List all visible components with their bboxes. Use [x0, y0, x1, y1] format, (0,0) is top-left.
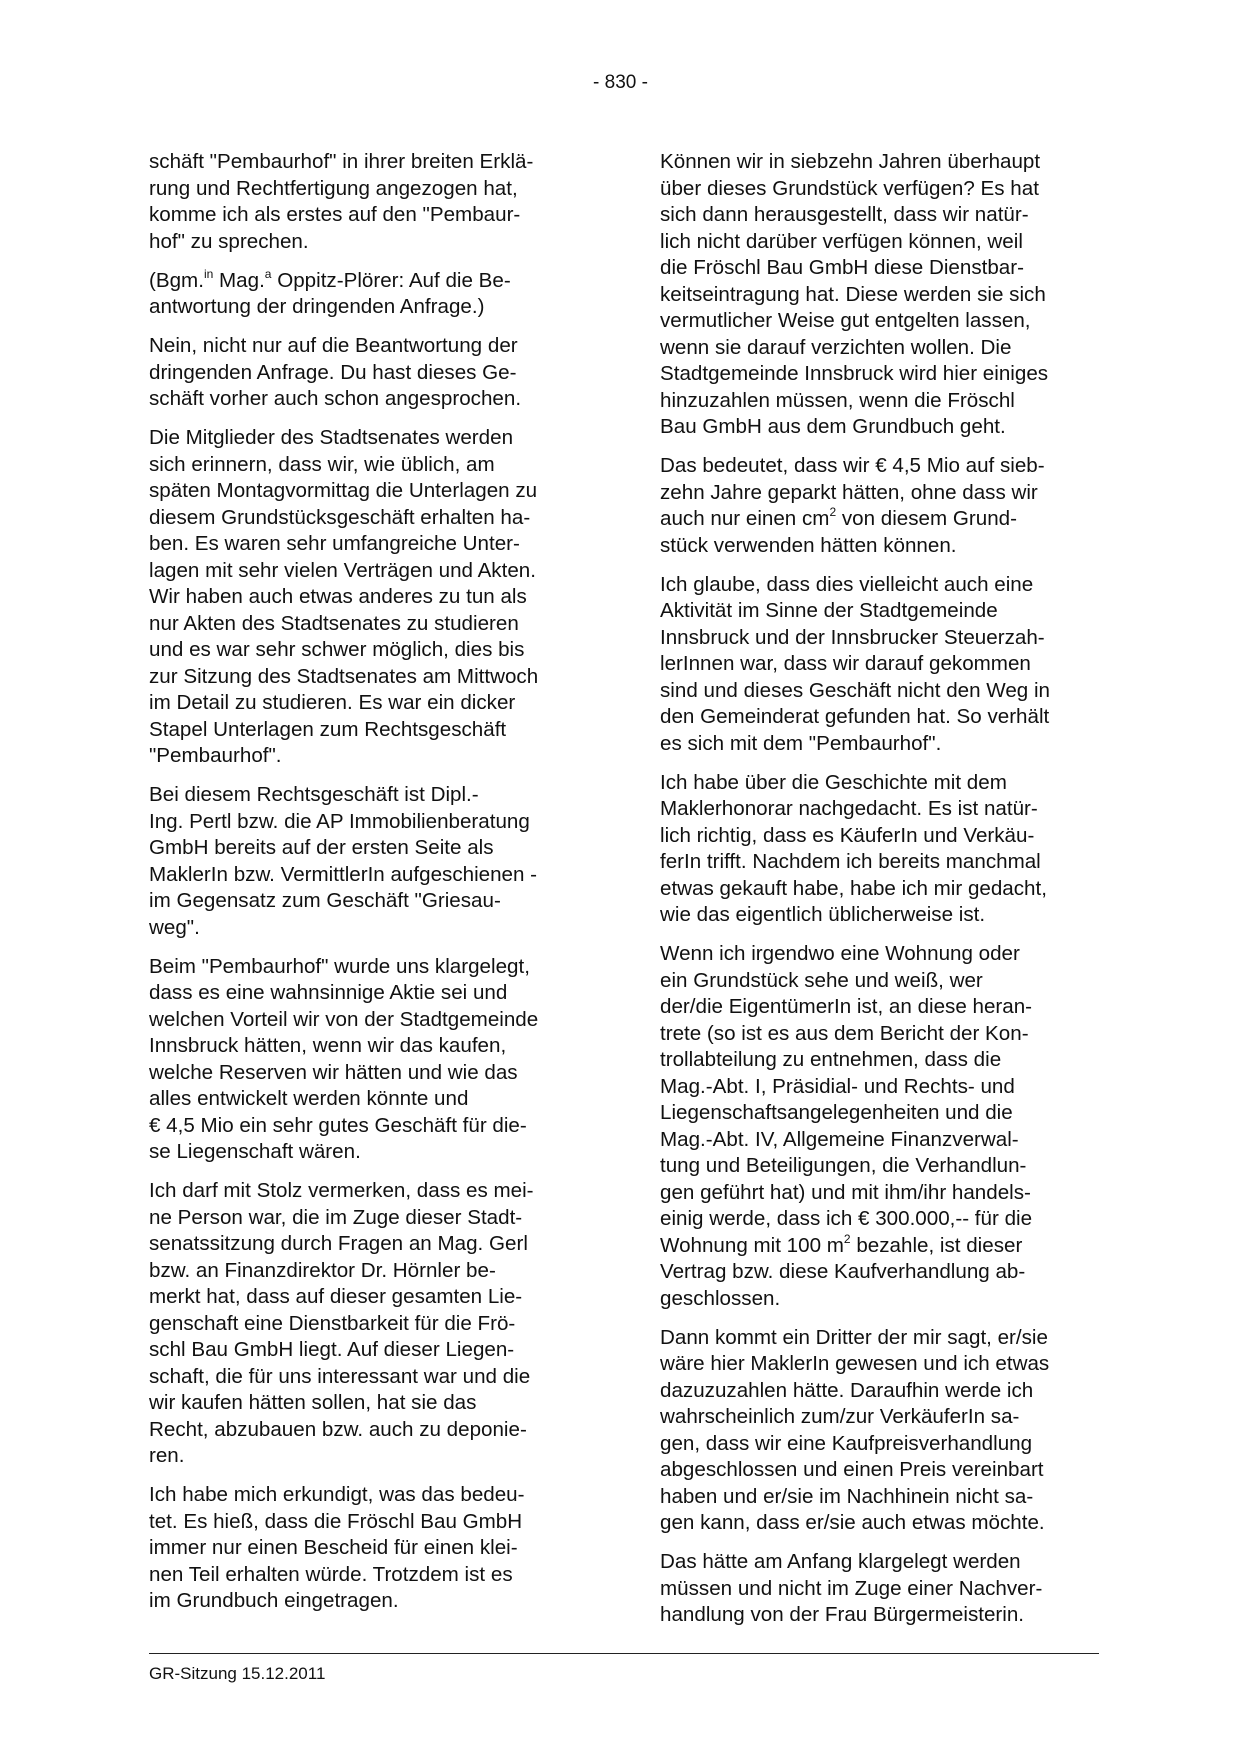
text-line: gen kann, dass er/sie auch etwas möchte.	[660, 1511, 1045, 1534]
text-line: Bei diesem Rechtsgeschäft ist Dipl.-	[149, 783, 479, 806]
text-line: im Grundbuch eingetragen.	[149, 1589, 399, 1612]
text-line: Wohnung mit 100 $m^2$ bezahle, ist dieser	[660, 1231, 1023, 1257]
paragraph	[660, 149, 1100, 441]
text-line: Mag.-Abt. IV, Allgemeine Finanzverwal-	[660, 1127, 1019, 1151]
text-line: rung und Rechtfertigung angezogen hat,	[149, 176, 518, 200]
text-line: gen, dass wir eine Kaufpreisverhandlung	[660, 1431, 1033, 1455]
text-line: Wir haben auch etwas anderes zu tun als	[149, 585, 527, 608]
text-line: nur Akten des Stadtsenates zu studieren	[149, 611, 519, 635]
text-line: sich dann herausgestellt, dass wir natür-	[660, 203, 1029, 226]
paragraph	[149, 333, 589, 413]
paragraph	[149, 268, 589, 321]
paragraph	[660, 1325, 1100, 1537]
text-line: Innsbruck und der Innsbrucker Steuerzah-	[660, 625, 1045, 649]
left-column	[149, 149, 589, 1627]
text-line: stück verwenden hätten können.	[660, 533, 957, 557]
text-line: sind und dieses Geschäft nicht den Weg in	[660, 678, 1050, 702]
text-line: über dieses Grundstück verfügen? Es hat	[660, 176, 1039, 200]
text-line: Dann kommt ein Dritter der mir sagt, er/sie	[660, 1325, 1048, 1349]
text-line: weg".	[149, 915, 200, 939]
text-line: welchen Vorteil wir von der Stadtgemeinde	[149, 1007, 539, 1031]
text-line: Die Mitglieder des Stadtsenates werden	[149, 426, 514, 449]
text-line: Ing. Pertl bzw. die AP Immobilienberatung	[149, 809, 530, 833]
text-line: Maklerhonorar nachgedacht. Es ist natür-	[660, 797, 1038, 820]
text-line: wie das eigentlich üblicherweise ist.	[660, 903, 986, 926]
text-line: bzw. an Finanzdirektor Dr. Hörnler be-	[149, 1258, 496, 1282]
page-number: - 830 -	[593, 72, 648, 93]
text-line: die Fröschl Bau GmbH diese Dienstbar-	[660, 256, 1024, 279]
text-line: € 4,5 Mio ein sehr gutes Geschäft für die-	[149, 1113, 527, 1137]
text-line: antwortung der dringenden Anfrage.)	[149, 295, 485, 318]
paragraph	[149, 149, 589, 255]
right-column	[660, 149, 1100, 1641]
text-line: komme ich als erstes auf den "Pembaur-	[149, 203, 521, 226]
text-line: Das hätte am Anfang klargelegt werden	[660, 1550, 1021, 1573]
text-line: im Detail zu studieren. Es war ein dicker	[149, 691, 516, 714]
text-line: den Gemeinderat gefunden hat. So verhält	[660, 705, 1050, 728]
paragraph	[149, 782, 589, 941]
text-line: genschaft eine Dienstbarkeit für die Frö-	[149, 1311, 516, 1335]
text-line: und es war sehr schwer möglich, dies bis	[149, 638, 525, 661]
text-line: späten Montagvormittag die Unterlagen zu	[149, 479, 538, 502]
paragraph	[660, 1549, 1100, 1629]
text-line: Ich glaube, dass dies vielleicht auch eine	[660, 572, 1034, 596]
text-line: vermutlicher Weise gut entgelten lassen,	[660, 309, 1031, 332]
text-line: hinzuzahlen müssen, wenn die Fröschl	[660, 388, 1015, 412]
text-line: der/die EigentümerIn ist, an diese heran-	[660, 995, 1033, 1018]
text-line: wenn sie darauf verzichten wollen. Die	[660, 335, 1012, 359]
text-line: GmbH bereits auf der ersten Seite als	[149, 836, 494, 859]
text-line: Recht, abzubauen bzw. auch zu deponie-	[149, 1417, 527, 1441]
text-line: lagen mit sehr vielen Verträgen und Akten.	[149, 558, 536, 582]
text-line: Ich darf mit Stolz vermerken, dass es mei-	[149, 1179, 534, 1202]
text-line: einig werde, dass ich € 300.000,-- für die	[660, 1207, 1033, 1230]
text-line: schäft "Pembaurhof" in ihrer breiten Erklä-	[149, 150, 534, 173]
text-line: lich richtig, dass es KäuferIn und Verkäu-	[660, 823, 1035, 847]
text-line: Aktivität im Sinne der Stadtgemeinde	[660, 599, 998, 622]
footer-divider	[149, 1653, 1099, 1654]
text-line: sich erinnern, dass wir, wie üblich, am	[149, 452, 495, 476]
text-line: ren.	[149, 1444, 185, 1467]
paragraph	[149, 1482, 589, 1615]
text-line: müssen und nicht im Zuge einer Nachver-	[660, 1576, 1043, 1600]
text-line: gen geführt hat) und mit ihm/ihr handels-	[660, 1180, 1031, 1204]
text-line: ein Grundstück sehe und weiß, wer	[660, 968, 983, 992]
text-line: lerInnen war, dass wir darauf gekommen	[660, 652, 1031, 675]
text-line: Das bedeutet, dass wir € 4,5 Mio auf sieb-	[660, 454, 1045, 477]
paragraph	[660, 770, 1100, 929]
paragraph	[660, 572, 1100, 758]
text-line: Beim "Pembaurhof" wurde uns klargelegt,	[149, 954, 530, 978]
text-line: Nein, nicht nur auf die Beantwortung der	[149, 334, 518, 357]
text-line: tet. Es hieß, dass die Fröschl Bau GmbH	[149, 1509, 523, 1533]
text-line: auch nur einen $cm^2$ von diesem Grund-	[660, 505, 1017, 530]
text-line: Bau GmbH aus dem Grundbuch geht.	[660, 415, 1006, 438]
text-line: Vertrag bzw. diese Kaufverhandlung ab-	[660, 1260, 1026, 1283]
text-line: ne Person war, die im Zuge dieser Stadt-	[149, 1205, 523, 1229]
text-line: trollabteilung zu entnehmen, dass die	[660, 1048, 1002, 1071]
text-line: wäre hier MaklerIn gewesen und ich etwas	[660, 1352, 1050, 1375]
text-line: Ich habe über die Geschichte mit dem	[660, 770, 1007, 794]
text-line: merkt hat, dass auf dieser gesamten Lie-	[149, 1285, 523, 1308]
text-line: Können wir in siebzehn Jahren überhaupt	[660, 150, 1041, 173]
text-line: keitseintragung hat. Diese werden sie sich	[660, 282, 1046, 306]
text-line: geschlossen.	[660, 1286, 781, 1310]
text-line: schl Bau GmbH liegt. Auf dieser Liegen-	[149, 1338, 515, 1361]
footer-session-date: GR-Sitzung 15.12.2011	[149, 1664, 326, 1683]
text-line: trete (so ist es aus dem Bericht der Kon-	[660, 1021, 1029, 1045]
text-line: "Pembaurhof".	[149, 744, 282, 767]
text-line: dass es eine wahnsinnige Aktie sei und	[149, 981, 508, 1004]
text-line: Liegenschaftsangelegenheiten und die	[660, 1101, 1013, 1124]
paragraph	[149, 425, 589, 770]
text-line: Stapel Unterlagen zum Rechtsgeschäft	[149, 717, 507, 741]
text-line: zur Sitzung des Stadtsenates am Mittwoch	[149, 664, 539, 688]
text-line: MaklerIn bzw. VermittlerIn aufgeschienen -	[149, 862, 538, 886]
text-line: im Gegensatz zum Geschäft "Griesau-	[149, 889, 501, 912]
text-line: Innsbruck hätten, wenn wir das kaufen,	[149, 1034, 507, 1057]
text-line: schäft vorher auch schon angesprochen.	[149, 387, 522, 410]
text-line: wir kaufen hätten sollen, hat sie das	[149, 1391, 477, 1414]
text-line: lich nicht darüber verfügen können, weil	[660, 229, 1023, 253]
text-line: se Liegenschaft wären.	[149, 1140, 361, 1163]
text-line: handlung von der Frau Bürgermeisterin.	[660, 1603, 1025, 1626]
text-line: immer nur einen Bescheid für einen klei-	[149, 1536, 518, 1559]
text-line: Mag.-Abt. I, Präsidial- und Rechts- und	[660, 1074, 1015, 1098]
text-line: dazuzuzahlen hätte. Daraufhin werde ich	[660, 1378, 1034, 1402]
text-line: nen Teil erhalten würde. Trotzdem ist es	[149, 1562, 513, 1586]
text-line: tung und Beteiligungen, die Verhandlun-	[660, 1154, 1027, 1177]
text-line: es sich mit dem "Pembaurhof".	[660, 731, 942, 755]
text-line: haben und er/sie im Nachhinein nicht sa-	[660, 1484, 1034, 1508]
text-line: Stadtgemeinde Innsbruck wird hier einiges	[660, 362, 1049, 385]
text-line: etwas gekauft habe, habe ich mir gedacht,	[660, 876, 1047, 900]
text-line: zehn Jahre geparkt hätten, ohne dass wir	[660, 480, 1038, 504]
paragraph	[149, 1178, 589, 1470]
text-line: senatssitzung durch Fragen an Mag. Gerl	[149, 1232, 528, 1255]
paragraph	[660, 941, 1100, 1312]
text-line: Ich habe mich erkundigt, was das bedeu-	[149, 1483, 525, 1506]
text-line: hof" zu sprechen.	[149, 229, 309, 253]
text-line: dringenden Anfrage. Du hast dieses Ge-	[149, 360, 517, 384]
text-line: Wenn ich irgendwo eine Wohnung oder	[660, 942, 1020, 965]
text-line: ferIn trifft. Nachdem ich bereits manchmal	[660, 850, 1041, 873]
text-line: wahrscheinlich zum/zur VerkäuferIn sa-	[660, 1405, 1020, 1428]
text-line: abgeschlossen und einen Preis vereinbart	[660, 1458, 1044, 1481]
text-line: welche Reserven wir hätten und wie das	[149, 1060, 518, 1084]
text-line: diesem Grundstücksgeschäft erhalten ha-	[149, 505, 531, 529]
text-line: (Bgm.$^{in}$ Mag.$^a$ Oppitz-Plörer: Auf die Be-	[149, 266, 511, 292]
paragraph	[660, 453, 1100, 559]
text-line: alles entwickelt werden könnte und	[149, 1087, 469, 1110]
paragraph	[149, 954, 589, 1166]
text-line: ben. Es waren sehr umfangreiche Unter-	[149, 532, 520, 555]
text-line: schaft, die für uns interessant war und die	[149, 1364, 531, 1388]
